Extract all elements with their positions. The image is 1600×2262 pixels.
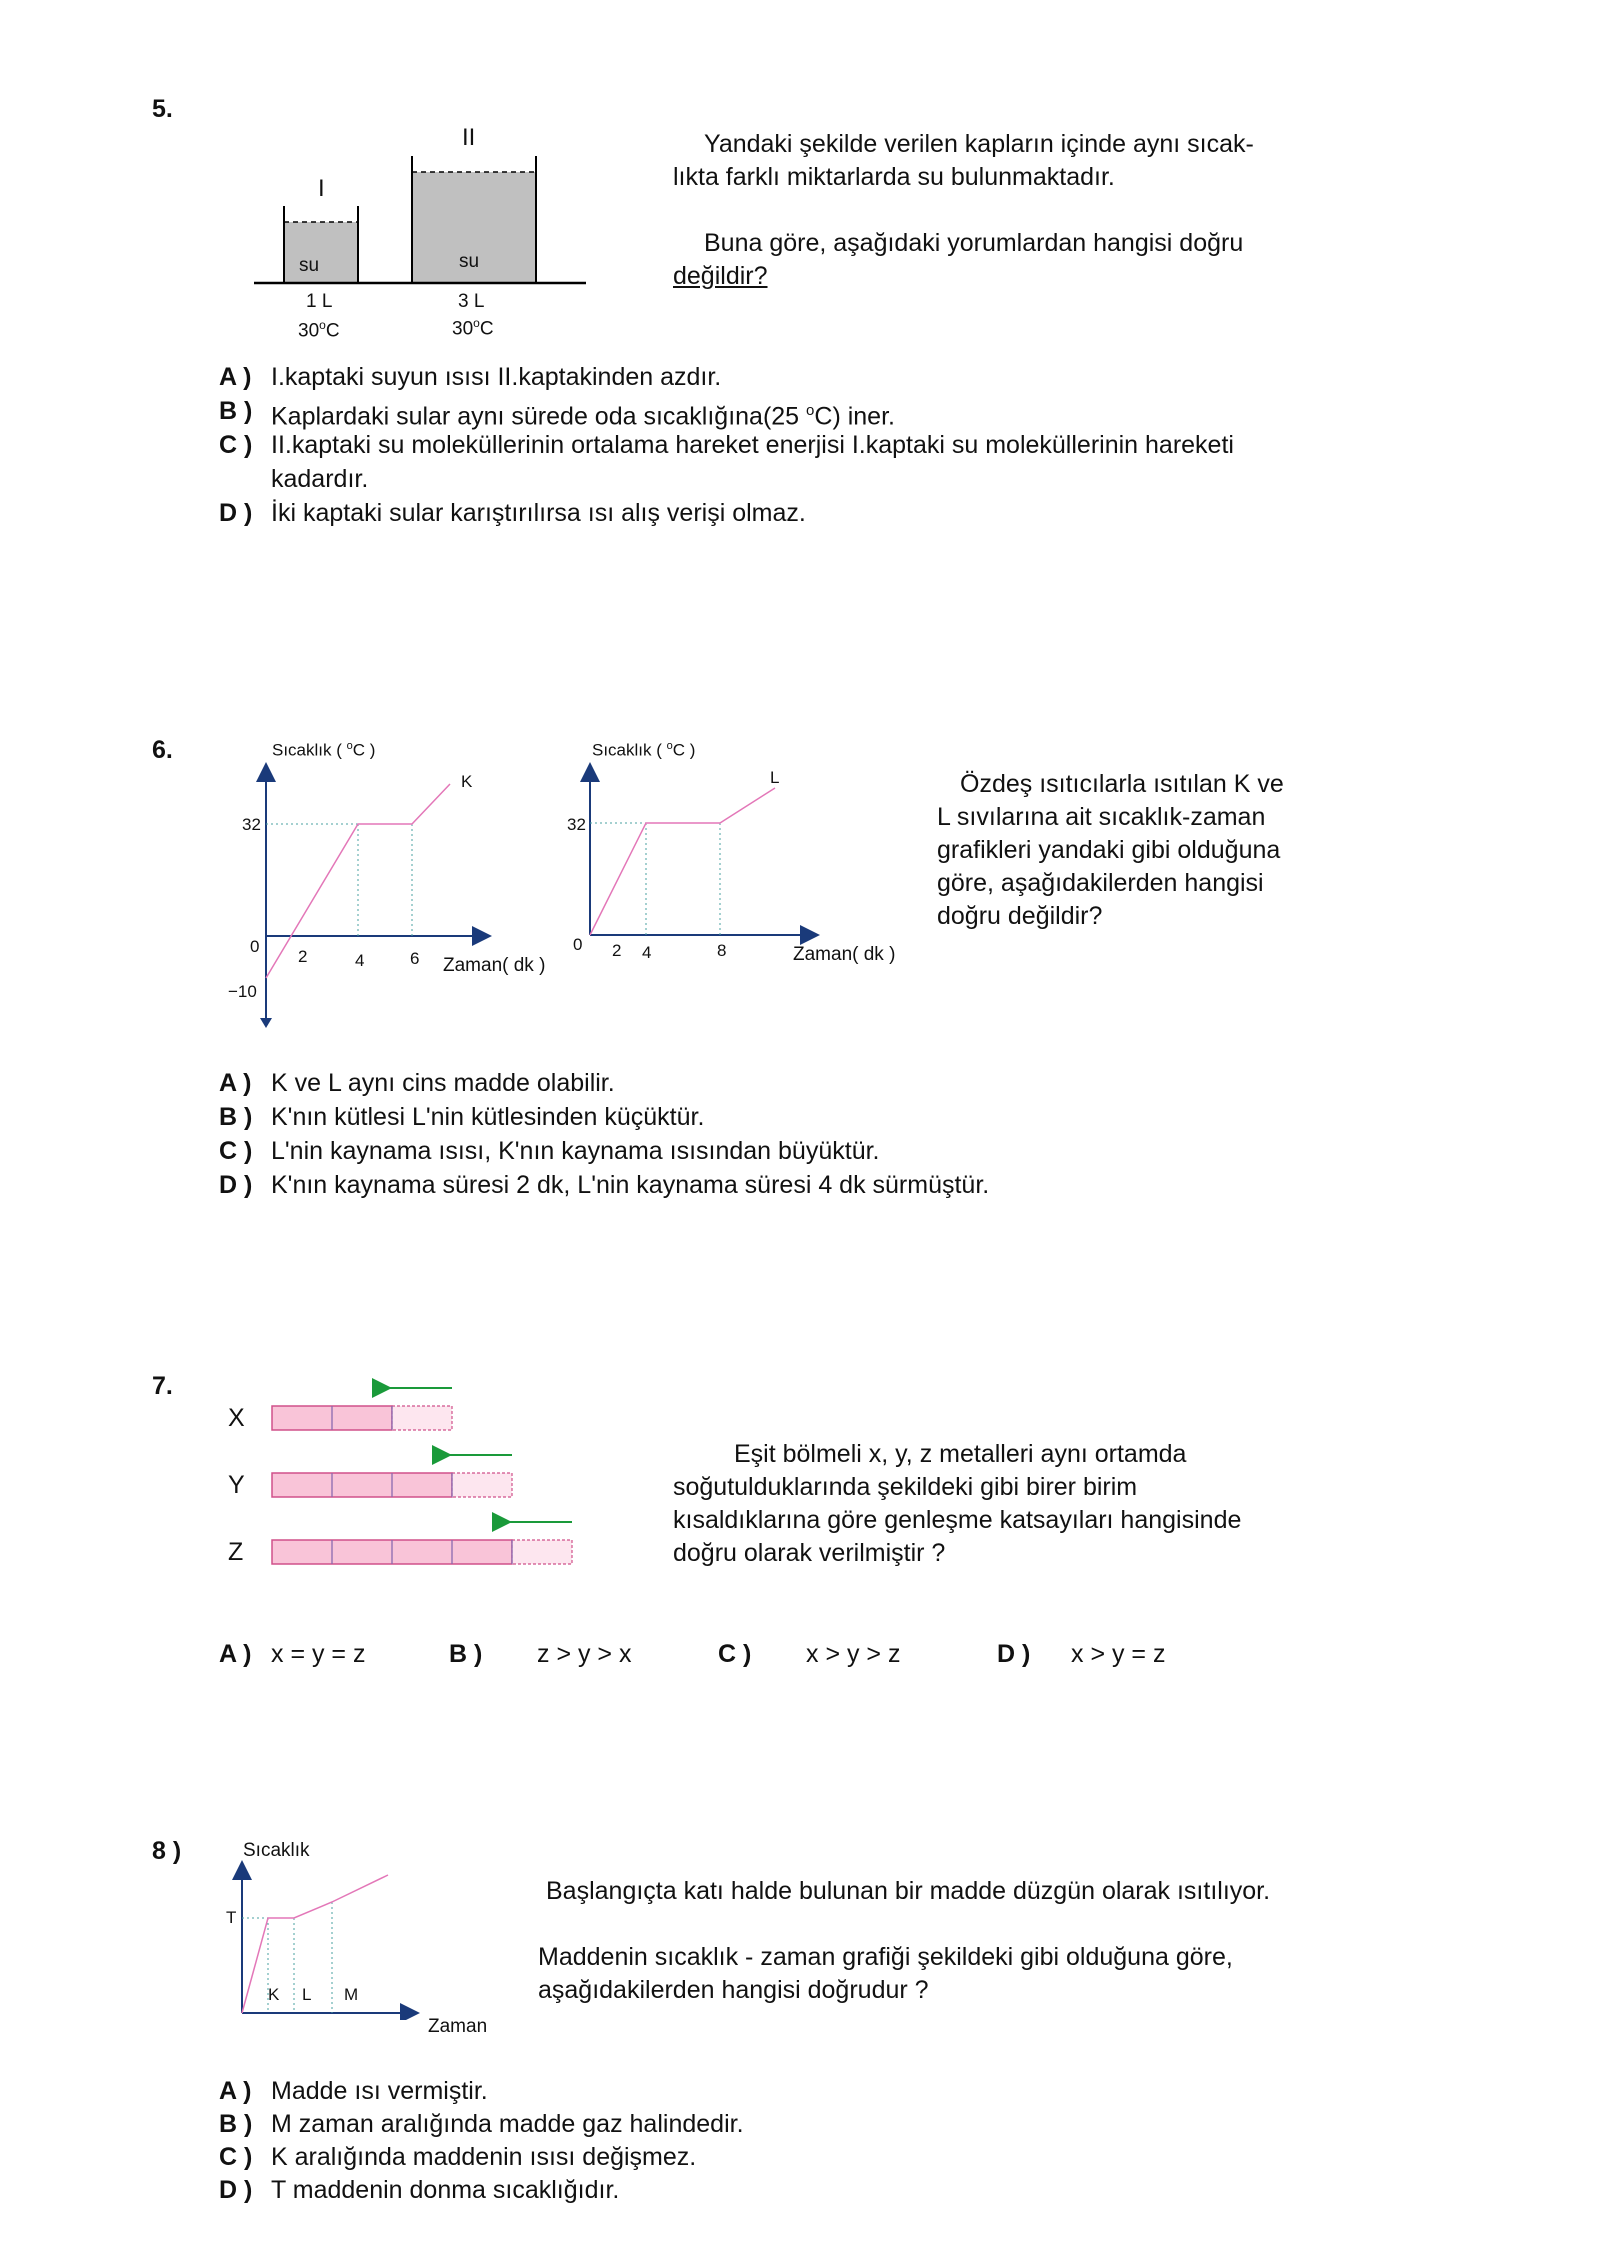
container-II-water-label: su (459, 251, 480, 272)
q5-option-b[interactable]: B ) Kaplardaki sular aynı sürede oda sıcaklığına(25 $^o$C) iner. (219, 397, 895, 431)
q5-option-a[interactable]: A ) I.kaptaki suyun ısısı II.kaptakinden azdır. (219, 363, 722, 391)
q6-stem-line1: Özdeş ısıtıcılarla ısıtılan K ve (960, 770, 1284, 798)
container-II-label: II (462, 124, 476, 151)
q7-option-c[interactable]: C ) x > y > z (718, 1640, 901, 1668)
q8-option-a[interactable]: A ) Madde ısı vermiştir. (219, 2077, 488, 2105)
graph-q8-k-label: K (268, 1985, 280, 2004)
graph-k-tick-neg10: −10 (228, 982, 257, 1001)
graph-k-ylabel: Sıcaklık ( $^o$C ) (272, 740, 376, 760)
graph-k-series-label: K (461, 772, 473, 791)
graph-k-tick-0: 0 (250, 937, 260, 956)
q5-stem-line1: Yandaki şekilde verilen kapların içinde aynı sıcak- (704, 130, 1254, 158)
q6-option-c[interactable]: C ) L'nin kaynama ısısı, K'nın kaynama ısısından büyüktür. (219, 1137, 880, 1165)
q7-stem-line4: doğru olarak verilmiştir ? (673, 1539, 946, 1567)
q7-option-b[interactable]: B ) z > y > x (449, 1640, 632, 1668)
graph-l-ylabel: Sıcaklık ( $^o$C ) (592, 740, 696, 760)
graph-l-series-label: L (770, 768, 780, 787)
q7-stem-line2: soğutulduklarında şekildeki gibi birer birim (673, 1473, 1138, 1501)
graph-k-tick-x6: 6 (410, 949, 420, 968)
container-I-volume: 1 L (306, 291, 333, 312)
graph-q8-m-label: M (344, 1985, 359, 2004)
q7-stem-line3: kısaldıklarına göre genleşme katsayıları hangisinde (673, 1506, 1242, 1534)
question-number-8: 8 ) (152, 1837, 182, 1865)
q6-option-b[interactable]: B ) K'nın kütlesi L'nin kütlesinden küçüktür. (219, 1103, 705, 1131)
metal-x-label: X (228, 1404, 245, 1432)
q5-option-d[interactable]: D ) İki kaptaki sular karıştırılırsa ısı alış verişi olmaz. (219, 499, 806, 527)
graph-k-xlabel: Zaman( dk ) (443, 955, 546, 976)
q8-stem-line1: Başlangıçta katı halde bulunan bir madde düzgün olarak ısıtılıyor. (546, 1877, 1271, 1905)
q6-option-d[interactable]: D ) K'nın kaynama süresi 2 dk, L'nin kaynama süresi 4 dk sürmüştür. (219, 1171, 990, 1199)
graph-l-tick-x2: 2 (612, 941, 622, 960)
graph-q8-l-label: L (302, 1985, 312, 2004)
q8-stem-line2: Maddenin sıcaklık - zaman grafiği şekildeki gibi olduğuna göre, (538, 1943, 1233, 1971)
question-number-5: 5. (152, 95, 173, 123)
graph-k-tick-32: 32 (242, 815, 261, 834)
container-II-temperature: 30$^o$C (452, 316, 494, 340)
q8-option-b[interactable]: B ) M zaman aralığında madde gaz halindedir. (219, 2110, 744, 2138)
container-I-label: I (318, 175, 325, 202)
metal-bars-figure (260, 1370, 590, 1570)
q6-stem-line2: L sıvılarına ait sıcaklık-zaman (937, 803, 1266, 831)
container-I-temperature: 30$^o$C (298, 318, 340, 342)
graph-l-tick-32: 32 (567, 815, 586, 834)
graph-q8-ylabel: Sıcaklık (243, 1840, 310, 1861)
metal-y-label: Y (228, 1471, 245, 1499)
q5-stem-line2: lıkta farklı miktarlarda su bulunmaktadır. (673, 163, 1115, 191)
q6-option-a[interactable]: A ) K ve L aynı cins madde olabilir. (219, 1069, 615, 1097)
q7-option-a[interactable]: A ) x = y = z (219, 1640, 366, 1668)
q5-option-c[interactable]: C ) II.kaptaki su moleküllerinin ortalama hareket enerjisi I.kaptaki su moleküllerinin hareketi kadardır. (219, 431, 1234, 493)
container-II-volume: 3 L (458, 291, 485, 312)
graph-l-tick-x8: 8 (717, 941, 727, 960)
graph-k-tick-x2: 2 (298, 947, 308, 966)
graph-q8 (230, 1860, 430, 2020)
container-I-water-label: su (299, 255, 320, 276)
q6-stem-line3: grafikleri yandaki gibi olduğuna (937, 836, 1281, 864)
q8-option-d[interactable]: D ) T maddenin donma sıcaklığıdır. (219, 2176, 620, 2204)
q6-stem-line5: doğru değildir? (937, 902, 1103, 930)
metal-z-label: Z (228, 1538, 244, 1566)
graph-q8-t-label: T (226, 1908, 237, 1927)
question-number-6: 6. (152, 736, 173, 764)
q8-option-c[interactable]: C ) K aralığında maddenin ısısı değişmez. (219, 2143, 697, 2171)
graph-k (230, 760, 510, 1030)
q8-stem-line3: aşağıdakilerden hangisi doğrudur ? (538, 1976, 929, 2004)
graph-l-tick-x4: 4 (642, 943, 652, 962)
question-number-7: 7. (152, 1372, 173, 1400)
two-containers-figure (240, 120, 600, 350)
graph-q8-xlabel: Zaman (428, 2016, 488, 2037)
graph-k-tick-x4: 4 (355, 951, 365, 970)
q5-stem-line3: Buna göre, aşağıdaki yorumlardan hangisi doğru (704, 229, 1244, 257)
q5-stem-line4: değildir? (673, 262, 768, 290)
q7-stem-line1: Eşit bölmeli x, y, z metalleri aynı ortamda (734, 1440, 1187, 1468)
q7-option-d[interactable]: D ) x > y = z (997, 1640, 1166, 1668)
graph-l (560, 760, 830, 960)
q6-stem-line4: göre, aşağıdakilerden hangisi (937, 869, 1264, 897)
graph-l-tick-0: 0 (573, 935, 583, 954)
graph-l-xlabel: Zaman( dk ) (793, 944, 896, 965)
